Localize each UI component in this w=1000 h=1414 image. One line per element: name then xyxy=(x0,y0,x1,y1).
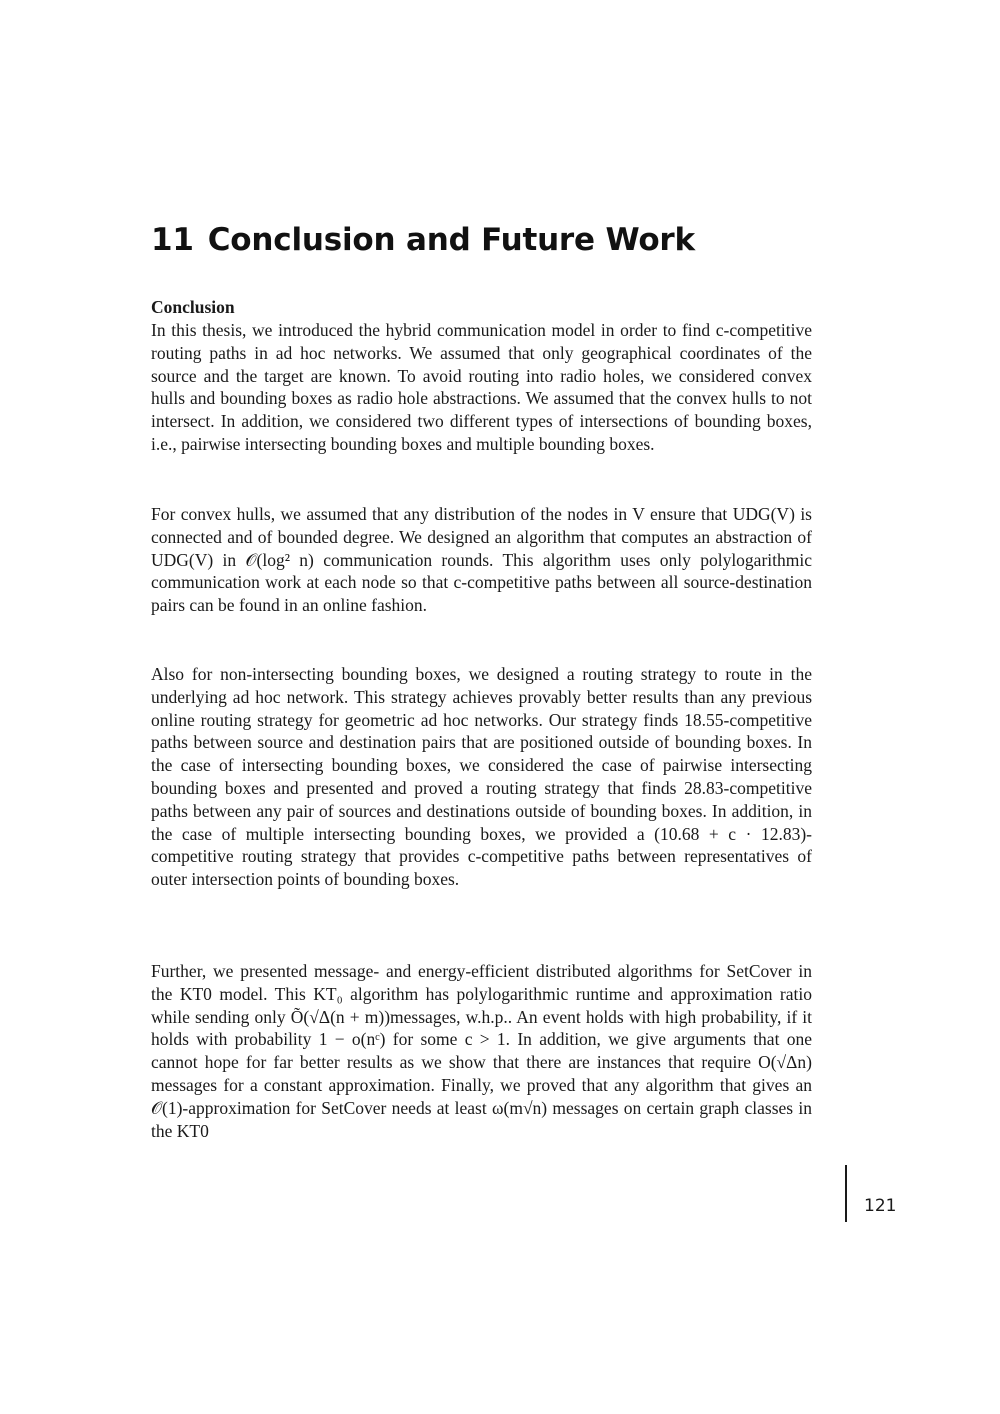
paragraph-bounding-boxes: Also for non-intersecting bounding boxes, we designed a routing strategy to route in the underlying ad hoc network. This strategy achieves provably better results than any previous online routing strategy for geometric ad hoc networks. Our strategy finds 18.55-competitive paths between source and destination pairs that are positioned outside of bounding boxes. In the case of intersecting bounding boxes, we considered the case of pairwise intersecting bounding boxes and presented and proved a routing strategy that finds 28.83-competitive paths between any pair of sources and destinations outside of bounding boxes. In addition, in the case of multiple intersecting bounding boxes, we provided a (10.68 + c · 12.83)-competitive routing strategy that provides c-competitive paths between representatives of outer intersection points of bounding boxes. xyxy=(151,664,812,890)
paragraph-hybrid-model: In this thesis, we introduced the hybrid communication model in order to find c-competitive routing paths in ad hoc networks. We assumed that only geographical coordinates of the source and the target are known. To avoid routing into radio holes, we considered convex hulls and bounding boxes as radio hole abstractions. We assumed that the convex hulls to not intersect. In addition, we considered two different types of intersections of bounding boxes, i.e., pairwise intersecting bounding boxes and multiple bounding boxes. xyxy=(151,320,812,454)
page-number: 121 xyxy=(864,1196,897,1216)
section-heading: Conclusion xyxy=(151,297,235,317)
paragraph-convex-hulls: For convex hulls, we assumed that any distribution of the nodes in V ensure that UDG(V) is connected and of bounded degree. We designed an algorithm that computes an abstraction of UDG(V) in 𝒪(log² n) communication rounds. This algorithm uses only polylogarithmic communication work at each node so that c-competitive paths between all source-destination pairs can be found in an online fashion. xyxy=(151,504,812,616)
page-number-rule xyxy=(845,1165,847,1222)
chapter-title xyxy=(151,222,695,258)
paragraph-setcover: Further, we presented message- and energy-efficient distributed algorithms for SetCover in the KT0 model. This KT₀ algorithm has polylogarithmic runtime and approximation ratio while sending only Õ(√Δ(n + m))messages, w.h.p.. An event holds with high probability, if it holds with probability 1 − o(nᶜ) for some c > 1. In addition, we give arguments that one cannot hope for far better results as we show that there are instances that require O(√Δn) messages for a constant approximation. Finally, we proved that any algorithm that gives an 𝒪(1)-approximation for SetCover needs at least ω(m√n) messages on certain graph classes in the KT0 xyxy=(151,961,812,1141)
chapter-title-text: Conclusion and Future Work xyxy=(207,222,695,258)
chapter-number: 11 xyxy=(151,222,194,258)
